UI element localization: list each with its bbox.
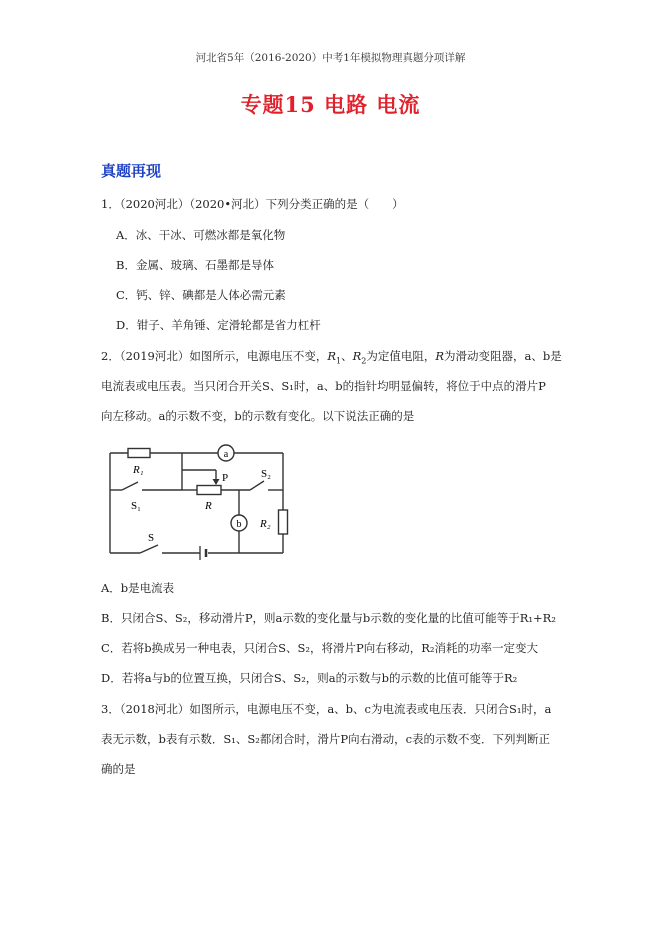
rheostat-r bbox=[197, 486, 221, 495]
circuit-diagram bbox=[100, 440, 300, 565]
q1-option-a: A．冰、干冰、可燃冰都是氧化物 bbox=[116, 228, 286, 242]
label-p: P bbox=[222, 472, 229, 484]
q2-line-1 bbox=[101, 349, 562, 368]
label-s1: S₁ bbox=[131, 500, 141, 512]
q1-stem: 1．（2020河北）（2020•河北）下列分类正确的是（ ） bbox=[101, 197, 404, 211]
label-b: b bbox=[236, 519, 242, 530]
label-r: R bbox=[205, 500, 212, 512]
q3-line-1: 3．（2018河北）如图所示，电源电压不变，a、b、c为电流表或电压表．只闭合S₁时，a bbox=[101, 702, 552, 716]
q2-r2-sub: 2 bbox=[361, 356, 367, 366]
page-header: 河北省5年（2016-2020）中考1年模拟物理真题分项详解 bbox=[195, 52, 466, 64]
label-r1: R₁ bbox=[133, 464, 144, 476]
q2-line-1a: 2．（2019河北）如图所示，电源电压不变， bbox=[101, 349, 328, 363]
q1-option-b: B．金属、玻璃、石墨都是导体 bbox=[116, 258, 274, 272]
s2-switch bbox=[250, 481, 264, 490]
q2-r2: R bbox=[352, 349, 362, 363]
slider-arrow-icon bbox=[213, 479, 220, 485]
q2-r: R bbox=[435, 349, 445, 363]
label-a: a bbox=[223, 449, 229, 460]
s1-switch bbox=[122, 482, 138, 490]
q3-line-3: 确的是 bbox=[101, 762, 136, 776]
q2-line-2: 电流表或电压表。当只闭合开关S、S₁时，a、b的指针均明显偏转，将位于中点的滑片P bbox=[101, 379, 546, 393]
section-heading: 真题再现 bbox=[101, 162, 162, 180]
r1-resistor bbox=[128, 449, 150, 458]
q3-line-2: 表无示数，b表有示数．S₁、S₂都闭合时，滑片P向右滑动，c表的示数不变．下列判断正 bbox=[101, 732, 551, 746]
q2-option-b: B．只闭合S、S₂，移动滑片P，则a示数的变化量与b示数的变化量的比值可能等于R₁+R₂ bbox=[101, 611, 556, 625]
q2-line-1c: 为滑动变阻器，a、b是 bbox=[444, 349, 562, 363]
label-s: S bbox=[148, 532, 155, 544]
q2-option-a: A．b是电流表 bbox=[101, 581, 175, 595]
q2-line-1b: 为定值电阻， bbox=[366, 349, 436, 363]
q2-r1-sub: 1 bbox=[336, 356, 342, 366]
r2-resistor bbox=[279, 510, 288, 534]
q2-line-3: 向左移动。a的示数不变，b的示数有变化。以下说法正确的是 bbox=[101, 409, 415, 423]
label-r2: R₂ bbox=[260, 518, 271, 530]
q2-sep: 、 bbox=[341, 349, 353, 363]
s-switch bbox=[140, 545, 158, 553]
q2-r1: R bbox=[327, 349, 337, 363]
q1-option-d: D．钳子、羊角锤、定滑轮都是省力杠杆 bbox=[116, 318, 321, 332]
q1-option-c: C．钙、锌、碘都是人体必需元素 bbox=[116, 288, 286, 302]
q2-option-c: C．若将b换成另一种电表，只闭合S、S₂，将滑片P向右移动，R₂消耗的功率一定变大 bbox=[101, 641, 539, 655]
label-s2: S₂ bbox=[261, 468, 271, 480]
q2-option-d: D．若将a与b的位置互换，只闭合S、S₂，则a的示数与b的示数的比值可能等于R₂ bbox=[101, 671, 518, 685]
page-title: 专题15 电路 电流 bbox=[240, 92, 421, 117]
